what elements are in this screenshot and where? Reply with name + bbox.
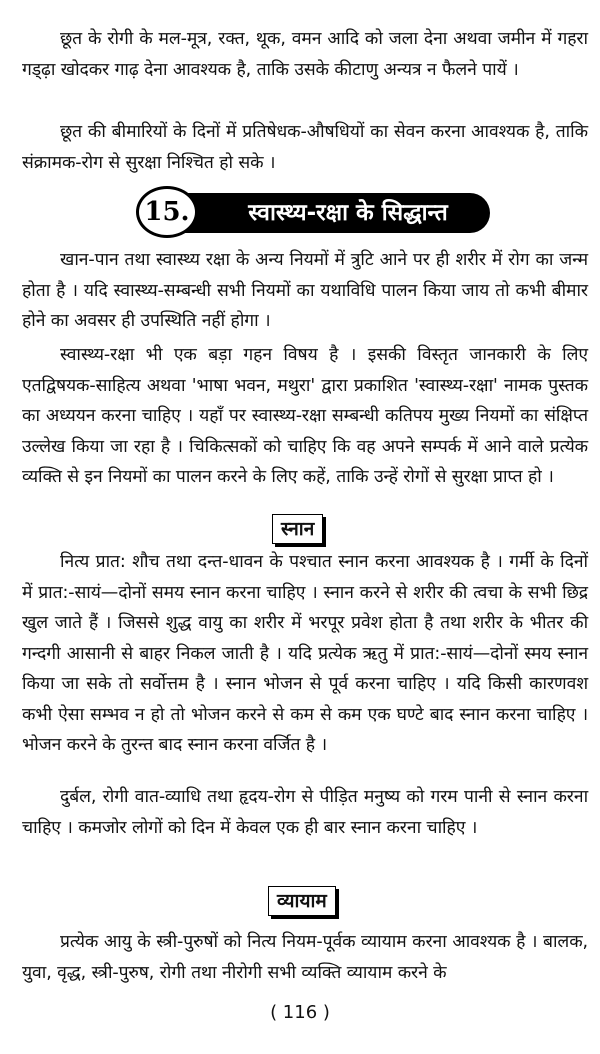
paragraph-bathing-routine: नित्य प्रात: शौच तथा दन्त-धावन के पश्चात स्नान करना आवश्यक है । गर्मी के दिनों में प्रात:-सायं—दोनों समय स्नान करना चाहिए । स्नान करने से शरीर की त्वचा के सभी छिद्र खुल जाते हैं । जिससे शुद्ध वायु का शरीर में भरपूर प्रवेश होता है तथा शरीर के भीतर की गन्दगी आसानी से बाहर निकल जाती है । यदि प्रत्येक ऋतु में प्रात:-सायं—दोनों स्मय स्नान किया जा सके तो सर्वोत्तम है । स्नान भोजन से पूर्व करना चाहिए । यदि किसी कारणवश कभी ऐसा सम्भव न हो तो भोजन करने से कम से कम एक घण्टे बाद स्नान करना चाहिए । भोजन करने के तुरन्त बाद स्नान करना वर्जित है ।	[22, 552, 588, 755]
paragraph-infectious-waste: छूत के रोगी के मल-मूत्र, रक्त, थूक, वमन आदि को जला देना अथवा जमीन में गहरा गड्ढ़ा खोदकर गाढ़ देना आवश्यक है, ताकि उसके कीटाणु अन्यत्र न फैलने पायें ।	[22, 29, 588, 80]
chapter-banner	[134, 186, 494, 238]
paragraph-health-rules-reference: स्वास्थ्य-रक्षा भी एक बड़ा गहन विषय है । इसकी विस्तृत जानकारी के लिए एतद्विषयक-साहित्य अथवा 'भाषा भवन, मथुरा' द्वारा प्रकाशित 'स्वास्थ्य-रक्षा' नामक पुस्तक का अध्ययन करना चाहिए । यहाँ पर स्वास्थ्य-रक्षा सम्बन्धी कतिपय मुख्य नियमों का संक्षिप्त उल्लेख किया जा रहा है । चिकित्सकों को चाहिए कि वह अपने सम्पर्क में आने वाले प्रत्येक व्यक्ति से इन नियमों का पालन करने के लिए कहें, ताकि उन्हें रोगों से सुरक्षा प्राप्त हो ।	[22, 345, 588, 487]
section-heading-snan: स्नान	[272, 514, 323, 544]
paragraph-health-rules-intro: खान-पान तथा स्वास्थ्य रक्षा के अन्य नियमों में त्रुटि आने पर ही शरीर में रोग का जन्म होता है । यदि स्वास्थ्य-सम्बन्धी सभी नियमों का यथाविधि पालन किया जाय तो कभी बीमार होने का अवसर ही उपस्थिति नहीं होगा ।	[22, 250, 588, 331]
page-number: ( 116 )	[270, 1002, 330, 1023]
paragraph-bathing-weak-persons: दुर्बल, रोगी वात-व्याधि तथा हृदय-रोग से पीड़ित मनुष्य को गरम पानी से स्नान करना चाहिए । कमजोर लोगों को दिन में केवल एक ही बार स्नान करना चाहिए ।	[22, 787, 588, 838]
chapter-number-badge	[136, 186, 198, 238]
paragraph-preventive-medicine: छूत की बीमारियों के दिनों में प्रतिषेधक-औषधियों का सेवन करना आवश्यक है, ताकि संक्रामक-रोग से सुरक्षा निश्चित हो सके ।	[22, 122, 588, 173]
chapter-number: 15.	[144, 197, 190, 227]
chapter-title: स्वास्थ्य-रक्षा के सिद्धान्त	[248, 200, 448, 226]
paragraph-exercise: प्रत्येक आयु के स्त्री-पुरुषों को नित्य नियम-पूर्वक व्यायाम करना आवश्यक है । बालक, युवा, वृद्ध, स्त्री-पुरुष, रोगी तथा नीरोगी सभी व्यक्ति व्यायाम करने के	[22, 932, 588, 983]
section-heading-vyayam: व्यायाम	[268, 886, 336, 916]
